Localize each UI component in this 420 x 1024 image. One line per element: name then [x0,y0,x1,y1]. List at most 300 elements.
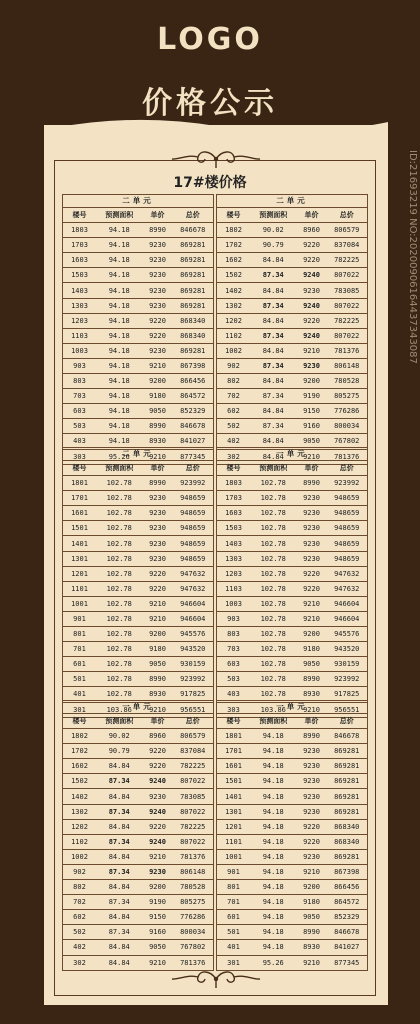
unit-price-cell: 9050 [143,657,173,672]
table-row [63,374,213,389]
table-row [217,223,367,238]
total-price-cell: 945576 [173,627,214,642]
unit-number-cell: 903 [63,358,96,373]
column-header: 单价 [297,208,327,223]
total-price-cell: 948659 [173,536,214,551]
table-row [217,476,367,491]
total-price-cell: 782225 [327,313,368,328]
unit-number-cell: 903 [217,611,250,626]
unit-price-cell: 9220 [297,819,327,834]
area-cell: 84.84 [250,374,297,389]
total-price-cell: 780528 [173,880,214,895]
table-row [217,298,367,313]
unit-number-cell: 1001 [63,596,96,611]
total-price-cell: 867398 [327,864,368,879]
table-row [217,253,367,268]
table-row [63,491,213,506]
unit-number-cell: 502 [63,925,96,940]
table-row [217,789,367,804]
column-header: 预测面积 [250,208,297,223]
table-row [217,940,367,955]
area-cell: 87.34 [250,298,297,313]
unit-number-cell: 1003 [217,596,250,611]
unit-price-cell: 9230 [143,789,173,804]
unit-price-cell: 9050 [297,434,327,449]
table-row [217,268,367,283]
area-cell: 87.34 [96,804,143,819]
table-row [63,521,213,536]
column-header: 预测面积 [250,461,297,476]
unit-number-cell: 1103 [217,581,250,596]
total-price-cell: 867398 [173,358,214,373]
area-cell: 90.79 [250,238,297,253]
total-price-cell: 948659 [327,551,368,566]
unit-number-cell: 602 [217,404,250,419]
table-row [217,895,367,910]
table-row [63,925,213,940]
unit-number-cell: 1302 [217,298,250,313]
unit-number-cell: 902 [63,864,96,879]
total-price-cell: 945576 [327,627,368,642]
table-row [217,328,367,343]
table-row [217,491,367,506]
table-row [63,729,213,744]
table-row [63,759,213,774]
total-price-cell: 877345 [180,452,206,461]
unit-price-cell: 9210 [149,958,166,967]
area-cell: 102.78 [96,642,143,657]
table-row [63,476,213,491]
area-cell: 102.78 [250,657,297,672]
table-row [63,253,213,268]
unit-number-cell: 1301 [217,804,250,819]
unit-price-cell: 9210 [303,958,320,967]
unit-price-cell: 8990 [143,419,173,434]
table-row [217,849,367,864]
unit-number-cell: 1703 [217,491,250,506]
table-header-row [63,461,213,476]
total-price-cell: 948659 [327,506,368,521]
area-cell: 87.34 [96,834,143,849]
unit-price-cell: 9240 [297,268,327,283]
total-price-cell: 947632 [173,566,214,581]
area-cell: 94.18 [96,389,143,404]
total-price-cell: 869281 [173,298,214,313]
table-row [217,910,367,925]
unit-number-cell: 901 [63,611,96,626]
area-cell: 94.18 [96,419,143,434]
column-header: 楼号 [217,208,250,223]
area-cell: 87.34 [250,419,297,434]
unit-price-cell: 9210 [303,452,320,461]
area-cell: 84.84 [250,283,297,298]
unit-price-cell: 9230 [143,506,173,521]
unit-price-cell: 9210 [297,864,327,879]
unit-number-cell: 1101 [63,581,96,596]
area-cell: 90.79 [96,744,143,759]
table-row [217,611,367,626]
total-price-cell: 782225 [173,759,214,774]
unit-price-cell: 9230 [143,253,173,268]
total-price-cell: 917825 [327,687,368,702]
area-cell: 84.84 [250,343,297,358]
unit-price-table [216,447,368,718]
unit-price-cell: 8990 [297,672,327,687]
unit-price-cell: 9220 [297,581,327,596]
table-row [217,581,367,596]
area-cell: 103.86 [106,705,132,714]
area-cell: 94.18 [250,864,297,879]
area-cell: 102.78 [250,611,297,626]
total-price-cell: 767802 [173,940,214,955]
unit-price-cell: 8990 [143,476,173,491]
table-row [63,955,213,970]
table-row [217,506,367,521]
unit-price-cell: 9240 [297,298,327,313]
total-price-cell: 923992 [327,476,368,491]
area-cell: 87.34 [250,328,297,343]
area-cell: 94.18 [250,834,297,849]
total-price-cell: 807022 [327,328,368,343]
sheet-title: 17#楼价格 [173,175,247,191]
unit-price-cell: 9230 [143,521,173,536]
column-header: 单价 [297,461,327,476]
total-price-cell: 869281 [173,253,214,268]
area-cell: 94.18 [96,298,143,313]
unit-number-cell: 402 [217,434,250,449]
total-price-cell: 782225 [327,253,368,268]
column-header: 总价 [173,461,214,476]
unit-number-cell: 803 [217,627,250,642]
unit-price-cell: 9230 [143,238,173,253]
area-cell: 87.34 [96,925,143,940]
ornament-bottom-icon [170,968,262,990]
unit-number-cell: 703 [217,642,250,657]
total-price-cell: 780528 [327,374,368,389]
unit-price-cell: 9230 [143,491,173,506]
unit-number-cell: 1502 [217,268,250,283]
unit-price-cell: 9230 [297,358,327,373]
total-price-cell: 869281 [327,849,368,864]
area-cell: 94.18 [96,253,143,268]
column-header: 预测面积 [96,461,143,476]
area-cell: 94.18 [250,819,297,834]
total-price-cell: 806579 [173,729,214,744]
table-row [63,940,213,955]
unit-number-cell: 1703 [63,238,96,253]
area-cell: 84.84 [96,940,143,955]
unit-number-cell: 1702 [63,744,96,759]
table-row [217,404,367,419]
column-header: 总价 [327,461,368,476]
unit-number-cell: 1802 [63,729,96,744]
area-cell: 94.18 [250,744,297,759]
area-cell: 84.84 [108,958,130,967]
area-cell: 84.84 [250,434,297,449]
area-cell: 94.18 [250,880,297,895]
unit-number-cell: 601 [217,910,250,925]
unit-number-cell: 1702 [217,238,250,253]
total-price-cell: 943520 [327,642,368,657]
total-price-cell: 783085 [173,789,214,804]
area-cell: 94.18 [250,729,297,744]
area-cell: 102.78 [96,476,143,491]
area-cell: 102.78 [96,627,143,642]
table-row [63,298,213,313]
total-price-cell: 869281 [173,283,214,298]
area-cell: 94.18 [96,328,143,343]
unit-price-cell: 9220 [297,313,327,328]
column-header: 预测面积 [96,208,143,223]
total-price-cell: 864572 [327,895,368,910]
table-row [63,849,213,864]
unit-price-cell: 9050 [297,910,327,925]
table-row [63,744,213,759]
table-row [217,642,367,657]
unit-price-cell: 9230 [297,521,327,536]
total-price-cell: 948659 [173,521,214,536]
unit-price-cell: 9240 [143,834,173,849]
total-price-cell: 923992 [173,672,214,687]
unit-number-cell: 1603 [217,506,250,521]
total-price-cell: 869281 [327,804,368,819]
unit-number-cell: 501 [63,672,96,687]
table-row [217,657,367,672]
column-header: 总价 [173,714,214,729]
unit-price-cell: 9160 [143,925,173,940]
unit-number-cell: 1503 [63,268,96,283]
table-row [217,551,367,566]
unit-number-cell: 1801 [63,476,96,491]
price-section [62,194,368,465]
unit-price-cell: 9220 [143,819,173,834]
total-price-cell: 776286 [173,910,214,925]
unit-price-cell: 9190 [297,389,327,404]
column-header: 总价 [327,714,368,729]
unit-price-cell: 9230 [143,298,173,313]
unit-number-cell: 1601 [63,506,96,521]
area-cell: 102.78 [96,536,143,551]
area-cell: 94.18 [250,849,297,864]
unit-number-cell: 1203 [63,313,96,328]
table-header-row [217,714,367,729]
unit-number-cell: 1201 [217,819,250,834]
unit-header: 二单元 [63,448,213,461]
area-cell: 90.02 [250,223,297,238]
unit-price-cell: 9210 [143,611,173,626]
unit-price-cell: 9200 [143,880,173,895]
unit-number-cell: 1401 [63,536,96,551]
unit-price-cell: 9230 [297,774,327,789]
total-price-cell: 781376 [180,958,206,967]
unit-price-cell: 9210 [303,705,320,714]
unit-price-cell: 8990 [143,672,173,687]
area-cell: 94.18 [250,925,297,940]
area-cell: 94.18 [96,404,143,419]
unit-price-cell: 9240 [297,328,327,343]
column-header: 预测面积 [96,714,143,729]
table-row [63,389,213,404]
table-row [63,611,213,626]
total-price-cell: 800034 [327,419,368,434]
total-price-cell: 807022 [173,834,214,849]
unit-price-cell: 9210 [149,452,166,461]
total-price-cell: 781376 [334,452,360,461]
total-price-cell: 946604 [173,596,214,611]
unit-price-cell: 9220 [143,566,173,581]
table-row [217,672,367,687]
table-row [217,374,367,389]
unit-number-cell: 1101 [217,834,250,849]
column-header: 单价 [143,208,173,223]
total-price-cell: 868340 [327,834,368,849]
total-price-cell: 783085 [327,283,368,298]
unit-price-cell: 8960 [297,223,327,238]
unit-price-cell: 9220 [143,759,173,774]
unit-price-cell: 9230 [143,343,173,358]
area-cell: 87.34 [250,268,297,283]
unit-price-cell: 9230 [297,491,327,506]
total-price-cell: 869281 [173,343,214,358]
unit-number-cell: 703 [63,389,96,404]
unit-price-cell: 9220 [143,744,173,759]
area-cell: 94.18 [250,774,297,789]
total-price-cell: 776286 [327,404,368,419]
area-cell: 84.84 [96,759,143,774]
area-cell: 102.78 [250,566,297,581]
unit-number-cell: 303 [227,705,240,714]
column-header: 楼号 [217,714,250,729]
total-price-cell: 767802 [327,434,368,449]
column-header: 预测面积 [250,714,297,729]
paper-wave-top [44,112,388,152]
table-row [217,283,367,298]
table-row [63,358,213,373]
unit-price-cell: 9240 [143,804,173,819]
table-row [63,642,213,657]
unit-price-cell: 9220 [297,253,327,268]
unit-number-cell: 802 [63,880,96,895]
area-cell: 84.84 [250,253,297,268]
unit-number-cell: 1501 [63,521,96,536]
unit-number-cell: 1102 [63,834,96,849]
total-price-cell: 948659 [327,521,368,536]
unit-number-cell: 803 [63,374,96,389]
unit-number-cell: 1002 [63,849,96,864]
unit-price-table [216,700,368,971]
total-price-cell: 805275 [173,895,214,910]
total-price-cell: 869281 [173,238,214,253]
area-cell: 102.78 [250,491,297,506]
table-row [217,343,367,358]
unit-price-cell: 9230 [143,283,173,298]
area-cell: 102.78 [96,611,143,626]
table-row [217,864,367,879]
area-cell: 102.78 [250,581,297,596]
table-row [217,744,367,759]
area-cell: 94.18 [250,910,297,925]
area-cell: 84.84 [96,819,143,834]
total-price-cell: 866456 [173,374,214,389]
table-row [63,895,213,910]
area-cell: 102.78 [96,672,143,687]
unit-number-cell: 1202 [63,819,96,834]
table-row [63,283,213,298]
table-row [63,581,213,596]
area-cell: 84.84 [250,404,297,419]
area-cell: 102.78 [250,627,297,642]
total-price-cell: 869281 [327,789,368,804]
unit-price-cell: 9210 [149,705,166,714]
table-row [63,566,213,581]
unit-price-cell: 8930 [297,687,327,702]
unit-number-cell: 1801 [217,729,250,744]
table-row [217,819,367,834]
unit-number-cell: 502 [217,419,250,434]
unit-price-cell: 9200 [297,880,327,895]
total-price-cell: 807022 [173,804,214,819]
unit-number-cell: 302 [73,958,86,967]
table-row [217,358,367,373]
unit-price-cell: 9210 [297,343,327,358]
unit-price-cell: 8990 [297,476,327,491]
unit-price-cell: 8990 [143,223,173,238]
total-price-cell: 841027 [173,434,214,449]
unit-number-cell: 501 [217,925,250,940]
unit-number-cell: 1402 [217,283,250,298]
unit-number-cell: 1802 [217,223,250,238]
area-cell: 94.18 [96,358,143,373]
table-row [217,880,367,895]
total-price-cell: 930159 [327,657,368,672]
area-cell: 95.26 [262,958,284,967]
unit-price-cell: 9050 [297,657,327,672]
unit-number-cell: 603 [217,657,250,672]
total-price-cell: 948659 [173,551,214,566]
unit-price-cell: 9220 [297,238,327,253]
column-header: 楼号 [217,461,250,476]
unit-header: 一单元 [217,701,367,714]
table-row [217,313,367,328]
table-row [63,268,213,283]
unit-price-cell: 9230 [297,506,327,521]
unit-number-cell: 1503 [217,521,250,536]
unit-number-cell: 1002 [217,343,250,358]
unit-number-cell: 601 [63,657,96,672]
unit-price-cell: 9200 [297,627,327,642]
total-price-cell: 807022 [173,774,214,789]
column-header: 总价 [173,208,214,223]
unit-header: 一单元 [217,448,367,461]
area-cell: 94.18 [96,313,143,328]
logo-text: LOGO [157,22,263,57]
table-row [63,819,213,834]
unit-number-cell: 701 [63,642,96,657]
total-price-cell: 807022 [327,268,368,283]
unit-number-cell: 403 [217,687,250,702]
table-row [63,627,213,642]
area-cell: 90.02 [96,729,143,744]
unit-number-cell: 1103 [63,328,96,343]
unit-price-cell: 9180 [297,642,327,657]
table-row [217,955,367,970]
unit-price-cell: 8930 [143,434,173,449]
total-price-cell: 947632 [327,566,368,581]
area-cell: 102.78 [250,476,297,491]
unit-number-cell: 602 [63,910,96,925]
total-price-cell: 946604 [173,611,214,626]
total-price-cell: 923992 [173,476,214,491]
